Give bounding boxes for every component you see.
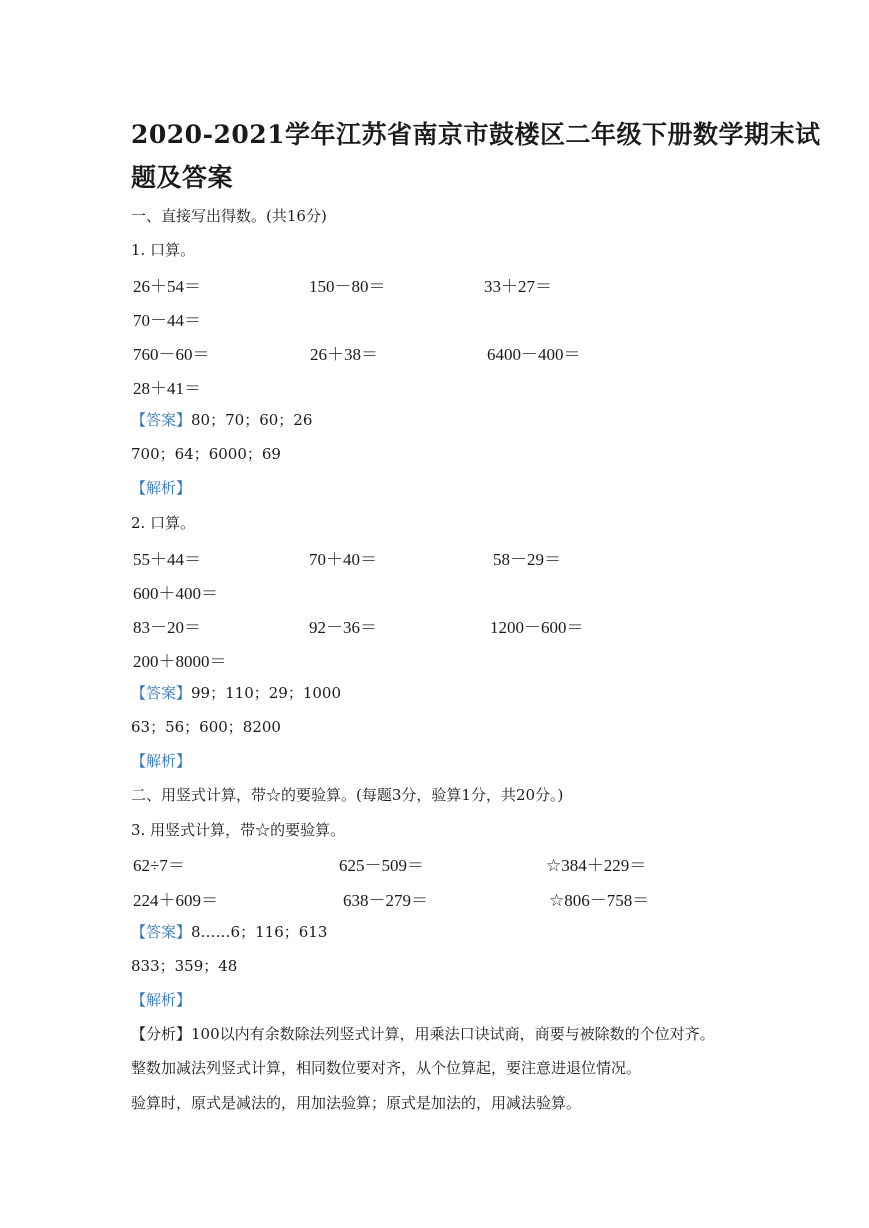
q3-expr-5: 638－279＝ — [343, 891, 428, 910]
q1-title: 1. 口算。 — [131, 241, 196, 259]
section2-heading: 二、用竖式计算，带☆的要验算。(每题3分，验算1分，共20分。) — [131, 786, 564, 804]
q2-expr-5: 83－20＝ — [133, 618, 201, 637]
document-title-line1: 2020-2021学年江苏省南京市鼓楼区二年级下册数学期末试 — [131, 120, 821, 149]
q1-expr-5: 760－60＝ — [133, 345, 210, 364]
q2-expr-8: 200＋8000＝ — [133, 652, 227, 671]
q3-expr-6: ☆806－758＝ — [549, 891, 650, 910]
section1-heading: 一、直接写出得数。(共16分) — [131, 207, 327, 225]
q3-expr-3: ☆384＋229＝ — [546, 856, 647, 875]
q1-answer-values-2: 700；64；6000；69 — [131, 445, 281, 463]
q3-expr-1: 62÷7＝ — [133, 856, 185, 875]
q3-expr-2: 625－509＝ — [339, 856, 424, 875]
q3-analysis-line1 — [131, 1023, 715, 1044]
answer-label: 【答案】 — [131, 923, 192, 941]
q2-expr-7: 1200－600＝ — [490, 618, 584, 637]
q3-analysis-line2: 整数加减法列竖式计算，相同数位要对齐，从个位算起，要注意进退位情况。 — [131, 1059, 642, 1077]
q2-expr-6: 92－36＝ — [309, 618, 377, 637]
q2-title: 2. 口算。 — [131, 514, 196, 532]
q2-answer-values-2: 63；56；600；8200 — [131, 718, 281, 736]
answer-label: 【答案】 — [131, 684, 192, 702]
q1-answer — [131, 409, 312, 430]
q1-expr-4: 70－44＝ — [133, 311, 201, 330]
q1-expr-8: 28＋41＝ — [133, 379, 201, 398]
q1-expr-6: 26＋38＝ — [310, 345, 378, 364]
analysis-text-1: 100以内有余数除法列竖式计算，用乘法口诀试商，商要与被除数的个位对齐。 — [191, 1025, 715, 1043]
q1-expr-1: 26＋54＝ — [133, 277, 201, 296]
document-title-line2: 题及答案 — [131, 163, 234, 192]
answer-label: 【答案】 — [131, 411, 192, 429]
q1-expr-2: 150－80＝ — [309, 277, 386, 296]
q3-title: 3. 用竖式计算，带☆的要验算。 — [131, 821, 346, 839]
q2-expr-1: 55＋44＝ — [133, 550, 201, 569]
q3-answer-values-2: 833；359；48 — [131, 957, 238, 975]
q2-expr-3: 58－29＝ — [493, 550, 561, 569]
q1-answer-values-1: 80；70；60；26 — [191, 411, 313, 429]
q2-analysis-label: 【解析】 — [131, 752, 192, 770]
q3-answer-values-1: 8……6；116；613 — [191, 923, 328, 941]
q3-expr-4: 224＋609＝ — [133, 891, 218, 910]
q1-expr-3: 33＋27＝ — [484, 277, 552, 296]
q2-answer-values-1: 99；110；29；1000 — [191, 684, 341, 702]
q2-expr-4: 600＋400＝ — [133, 584, 218, 603]
q2-expr-2: 70＋40＝ — [309, 550, 377, 569]
q3-analysis-label: 【解析】 — [131, 991, 192, 1009]
q3-analysis-line3: 验算时，原式是减法的，用加法验算；原式是加法的，用减法验算。 — [131, 1094, 582, 1112]
analysis-tag: 【分析】 — [131, 1025, 192, 1043]
q1-analysis-label: 【解析】 — [131, 479, 192, 497]
q1-expr-7: 6400－400＝ — [487, 345, 581, 364]
q3-answer — [131, 921, 327, 942]
q2-answer — [131, 682, 341, 703]
